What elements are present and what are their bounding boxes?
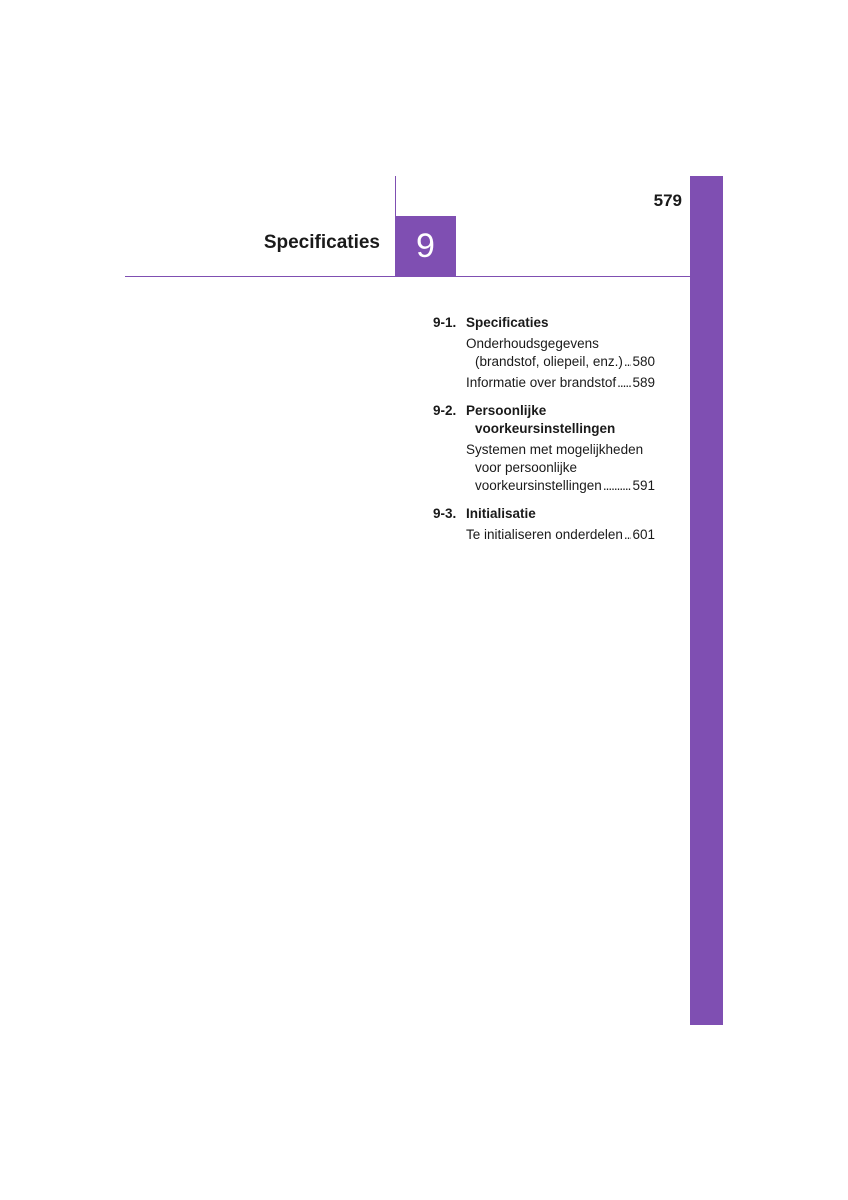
- entry-page: 591: [632, 478, 655, 493]
- section-number: 9-2.: [433, 403, 457, 418]
- section-entries: [433, 441, 655, 495]
- page-number: 579: [653, 191, 682, 210]
- section-number: 9-3.: [433, 506, 457, 521]
- chapter-number: 9: [416, 227, 435, 265]
- section-number: 9-1.: [433, 315, 457, 330]
- entry-page: 589: [632, 375, 655, 390]
- entry-text: Onderhoudsgegevens: [466, 336, 599, 351]
- table-of-contents: [433, 314, 655, 547]
- chapter-side-tab: [690, 176, 723, 1025]
- section-title: Specificaties: [466, 315, 549, 330]
- section-entries: [433, 526, 655, 544]
- entry-text: Systemen met mogelijkheden: [466, 442, 644, 457]
- section-title: Persoonlijke voorkeursinstellingen: [466, 403, 616, 436]
- section-entries: [433, 335, 655, 392]
- section-title: Initialisatie: [466, 506, 536, 521]
- toc-section-9-1[interactable]: [433, 314, 655, 332]
- chapter-number-badge: [395, 216, 456, 277]
- toc-section-9-3[interactable]: [433, 505, 655, 523]
- dot-leader: [603, 477, 632, 495]
- entry-text: voor persoonlijke: [475, 460, 578, 475]
- toc-entry-onderhoudsgegevens[interactable]: [466, 335, 655, 371]
- entry-text: voorkeursinstellingen: [475, 478, 602, 493]
- toc-entry-initialiseren[interactable]: [466, 526, 655, 544]
- header-vertical-rule: [395, 176, 396, 216]
- toc-entry-voorkeursinstellingen[interactable]: [466, 441, 655, 495]
- toc-section-9-2[interactable]: [433, 402, 655, 438]
- dot-leader: [624, 353, 632, 371]
- entry-page: 601: [632, 527, 655, 542]
- entry-text: Te initialiseren onderdelen: [466, 527, 623, 542]
- entry-text: Informatie over brandstof: [466, 375, 617, 390]
- entry-page: 580: [632, 354, 655, 369]
- dot-leader: [617, 374, 631, 392]
- toc-entry-brandstof[interactable]: [466, 374, 655, 392]
- dot-leader: [624, 526, 632, 544]
- chapter-title: Specificaties: [263, 232, 380, 253]
- entry-text: (brandstof, oliepeil, enz.): [475, 354, 623, 369]
